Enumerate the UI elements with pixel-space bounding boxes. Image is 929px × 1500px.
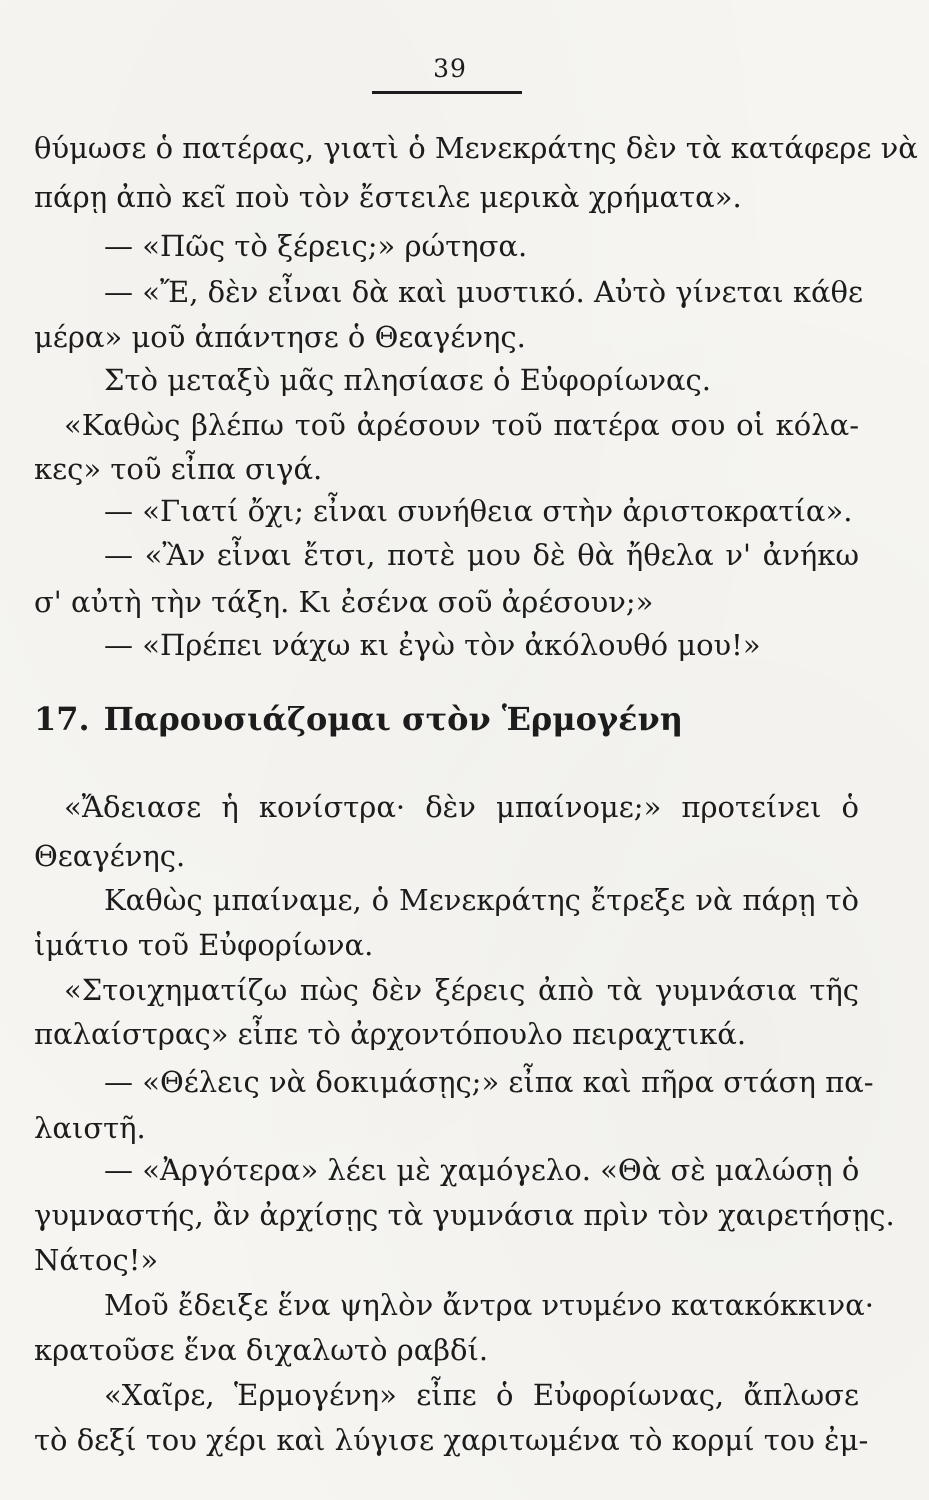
text-line: — «Γιατί ὄχι; εἶναι συνήθεια στὴν ἀριστοκρατία». [104,494,853,528]
text-line: κρατοῦσε ἕνα διχαλωτὸ ραβδί. [34,1333,489,1367]
text-line: — «Ἀργότερα» λέει μὲ χαμόγελο. «Θὰ σὲ μαλώσῃ ὁ [104,1153,860,1187]
text-line: — «Ἔ, δὲν εἶναι δὰ καὶ μυστικό. Αὐτὸ γίνεται κάθε [104,275,864,309]
text-line: «Ἄδειασε ἡ κονίστρα· δὲν μπαίνομε;» προτείνει ὁ [64,790,859,824]
text-line: τὸ δεξί του χέρι καὶ λύγισε χαριτωμένα τὸ κορμί του ἐμ- [34,1423,869,1457]
text-line: σ' αὐτὴ τὴν τάξη. Κι ἐσένα σοῦ ἀρέσουν;» [34,585,654,619]
text-line: «Καθὼς βλέπω τοῦ ἀρέσουν τοῦ πατέρα σου οἱ κόλα- [64,408,859,442]
text-line: Νάτος!» [34,1243,159,1277]
text-line: πάρῃ ἀπὸ κεῖ ποὺ τὸν ἔστειλε μερικὰ χρήματα». [34,180,742,214]
text-line: — «Ἂν εἶναι ἔτσι, ποτὲ μου δὲ θὰ ἤθελα ν' ἀνήκω [104,538,859,572]
text-line: — «Πῶς τὸ ξέρεις;» ρώτησα. [104,229,528,263]
text-line: παλαίστρας» εἶπε τὸ ἀρχοντόπουλο πειραχτικά. [34,1017,747,1051]
text-line: λαιστῆ. [34,1111,146,1145]
text-line: «Στοιχηματίζω πὼς δὲν ξέρεις ἀπὸ τὰ γυμνάσια τῆς [64,973,859,1007]
text-line: μέρα» μοῦ ἀπάντησε ὁ Θεαγένης. [34,320,526,354]
text-line: Θεαγένης. [34,839,186,873]
text-line: κες» τοῦ εἶπα σιγά. [34,452,323,486]
chapter-title: Παρουσιάζομαι στὸν Ἑρμογένη [103,700,683,738]
text-line: ἱμάτιο τοῦ Εὐφορίωνα. [34,928,374,962]
text-line: γυμναστής, ἂν ἀρχίσῃς τὰ γυμνάσια πρὶν τὸν χαιρετήσῃς. [34,1198,895,1232]
page-number: 39 [433,54,467,83]
text-line: «Χαῖρε, Ἑρμογένη» εἶπε ὁ Εὐφορίωνας, ἄπλωσε [104,1378,859,1412]
page-number-rule [372,91,522,94]
text-line: — «Θέλεις νὰ δοκιμάσῃς;» εἶπα καὶ πῆρα στάση πα- [104,1065,874,1099]
text-line: — «Πρέπει νάχω κι ἐγὼ τὸν ἀκόλουθό μου!» [104,628,761,662]
text-line: θύμωσε ὁ πατέρας, γιατὶ ὁ Μενεκράτης δὲν τὰ κατάφερε νὰ [34,131,918,165]
text-line: Μοῦ ἔδειξε ἕνα ψηλὸν ἄντρα ντυμένο κατακόκκινα· [104,1288,874,1322]
chapter-number: 17. [34,700,90,738]
text-line: Καθὼς μπαίναμε, ὁ Μενεκράτης ἔτρεξε νὰ πάρῃ τὸ [104,883,859,917]
chapter-heading [34,697,859,741]
text-line: Στὸ μεταξὺ μᾶς πλησίασε ὁ Εὐφορίωνας. [104,363,712,397]
